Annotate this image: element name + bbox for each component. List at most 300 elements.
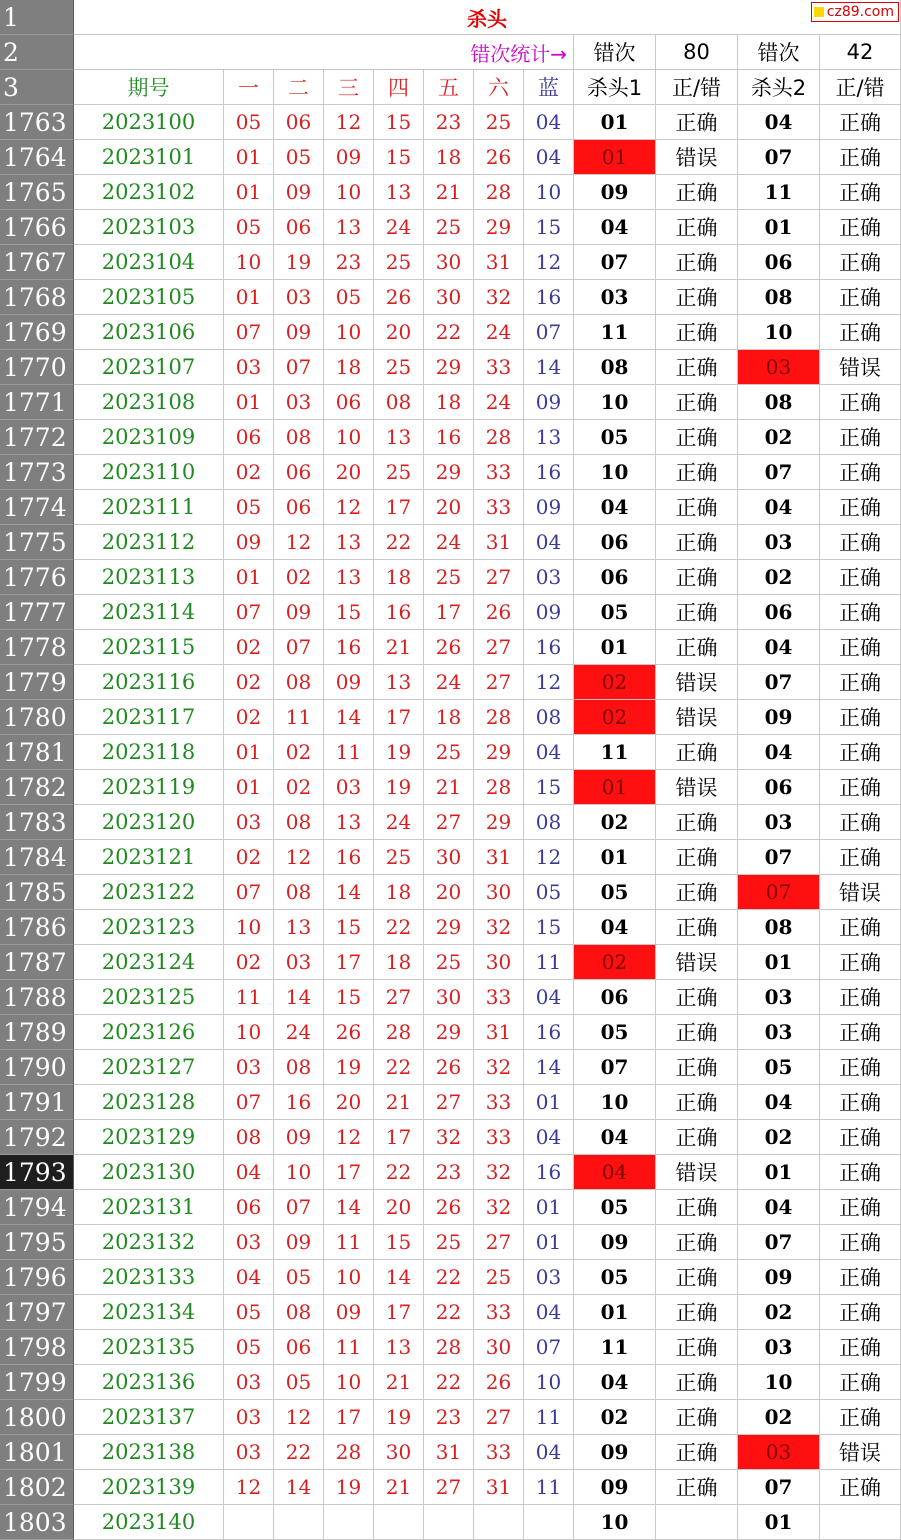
- result-1-cell[interactable]: 正确: [656, 875, 738, 910]
- red-ball-cell[interactable]: 25: [424, 945, 474, 980]
- red-ball-cell[interactable]: 09: [274, 175, 324, 210]
- blue-ball-cell[interactable]: 03: [524, 1260, 574, 1295]
- row-header[interactable]: 1773: [0, 455, 74, 490]
- row-header[interactable]: 1764: [0, 140, 74, 175]
- kill-head-2-cell[interactable]: 09: [738, 700, 820, 735]
- row-header[interactable]: 1792: [0, 1120, 74, 1155]
- kill-head-1-cell[interactable]: 01: [574, 770, 656, 805]
- kill-head-2-cell[interactable]: 04: [738, 630, 820, 665]
- column-header[interactable]: 正/错: [820, 70, 901, 105]
- result-1-cell[interactable]: 错误: [656, 770, 738, 805]
- kill-head-2-cell[interactable]: 05: [738, 1050, 820, 1085]
- blue-ball-cell[interactable]: 01: [524, 1190, 574, 1225]
- row-header[interactable]: 1777: [0, 595, 74, 630]
- red-ball-cell[interactable]: 06: [224, 1190, 274, 1225]
- result-2-cell[interactable]: 正确: [820, 1085, 901, 1120]
- blue-ball-cell[interactable]: 16: [524, 455, 574, 490]
- red-ball-cell[interactable]: 28: [474, 700, 524, 735]
- kill-head-1-cell[interactable]: 05: [574, 1190, 656, 1225]
- blue-ball-cell[interactable]: 08: [524, 805, 574, 840]
- row-header[interactable]: 1795: [0, 1225, 74, 1260]
- kill-head-1-cell[interactable]: 01: [574, 105, 656, 140]
- period-cell[interactable]: 2023108: [74, 385, 224, 420]
- result-2-cell[interactable]: 错误: [820, 875, 901, 910]
- result-1-cell[interactable]: 正确: [656, 525, 738, 560]
- row-header[interactable]: 1799: [0, 1365, 74, 1400]
- red-ball-cell[interactable]: 26: [424, 1050, 474, 1085]
- blue-ball-cell[interactable]: 12: [524, 840, 574, 875]
- row-header[interactable]: 1803: [0, 1505, 74, 1540]
- period-cell[interactable]: 2023102: [74, 175, 224, 210]
- result-1-cell[interactable]: 正确: [656, 1400, 738, 1435]
- result-1-cell[interactable]: 正确: [656, 385, 738, 420]
- blue-ball-cell[interactable]: 10: [524, 1365, 574, 1400]
- result-1-cell[interactable]: 正确: [656, 1260, 738, 1295]
- red-ball-cell[interactable]: 26: [324, 1015, 374, 1050]
- result-2-cell[interactable]: 正确: [820, 385, 901, 420]
- result-2-cell[interactable]: 正确: [820, 910, 901, 945]
- kill-head-2-cell[interactable]: 08: [738, 910, 820, 945]
- red-ball-cell[interactable]: 31: [474, 525, 524, 560]
- red-ball-cell[interactable]: 17: [374, 1295, 424, 1330]
- blue-ball-cell[interactable]: 04: [524, 140, 574, 175]
- red-ball-cell[interactable]: 28: [324, 1435, 374, 1470]
- kill-head-2-cell[interactable]: 04: [738, 735, 820, 770]
- red-ball-cell[interactable]: 24: [424, 665, 474, 700]
- result-1-cell[interactable]: 正确: [656, 560, 738, 595]
- kill-head-1-cell[interactable]: 07: [574, 245, 656, 280]
- row-header[interactable]: 1781: [0, 735, 74, 770]
- kill-head-1-cell[interactable]: 10: [574, 455, 656, 490]
- result-1-cell[interactable]: 错误: [656, 140, 738, 175]
- error-count-label-1[interactable]: 错次: [574, 35, 656, 70]
- red-ball-cell[interactable]: 33: [474, 980, 524, 1015]
- result-2-cell[interactable]: 正确: [820, 945, 901, 980]
- result-1-cell[interactable]: 正确: [656, 1225, 738, 1260]
- red-ball-cell[interactable]: 02: [274, 735, 324, 770]
- red-ball-cell[interactable]: 22: [374, 910, 424, 945]
- red-ball-cell[interactable]: 01: [224, 735, 274, 770]
- period-cell[interactable]: 2023107: [74, 350, 224, 385]
- kill-head-1-cell[interactable]: 06: [574, 980, 656, 1015]
- row-header[interactable]: 1779: [0, 665, 74, 700]
- kill-head-1-cell[interactable]: 04: [574, 490, 656, 525]
- red-ball-cell[interactable]: 33: [474, 1085, 524, 1120]
- red-ball-cell[interactable]: 08: [274, 1295, 324, 1330]
- column-header[interactable]: 蓝: [524, 70, 574, 105]
- red-ball-cell[interactable]: 16: [324, 840, 374, 875]
- red-ball-cell[interactable]: 18: [374, 945, 424, 980]
- result-2-cell[interactable]: 正确: [820, 1015, 901, 1050]
- red-ball-cell[interactable]: 26: [374, 280, 424, 315]
- red-ball-cell[interactable]: 03: [224, 350, 274, 385]
- red-ball-cell[interactable]: 21: [424, 175, 474, 210]
- result-1-cell[interactable]: 正确: [656, 420, 738, 455]
- red-ball-cell[interactable]: 21: [374, 1085, 424, 1120]
- row-header[interactable]: 1770: [0, 350, 74, 385]
- period-cell[interactable]: 2023135: [74, 1330, 224, 1365]
- red-ball-cell[interactable]: 04: [224, 1260, 274, 1295]
- kill-head-1-cell[interactable]: 02: [574, 1400, 656, 1435]
- row-header[interactable]: 1780: [0, 700, 74, 735]
- period-cell[interactable]: 2023140: [74, 1505, 224, 1540]
- blue-ball-cell[interactable]: 04: [524, 525, 574, 560]
- kill-head-2-cell[interactable]: 04: [738, 1190, 820, 1225]
- red-ball-cell[interactable]: 10: [224, 1015, 274, 1050]
- kill-head-2-cell[interactable]: 03: [738, 980, 820, 1015]
- result-2-cell[interactable]: 正确: [820, 735, 901, 770]
- row-header[interactable]: 1788: [0, 980, 74, 1015]
- kill-head-2-cell[interactable]: 10: [738, 315, 820, 350]
- red-ball-cell[interactable]: 22: [424, 315, 474, 350]
- result-2-cell[interactable]: [820, 1505, 901, 1540]
- red-ball-cell[interactable]: 13: [324, 560, 374, 595]
- row-header[interactable]: 1793: [0, 1155, 74, 1190]
- red-ball-cell[interactable]: 05: [224, 1295, 274, 1330]
- blue-ball-cell[interactable]: 09: [524, 595, 574, 630]
- row-header[interactable]: 1802: [0, 1470, 74, 1505]
- red-ball-cell[interactable]: 21: [424, 770, 474, 805]
- red-ball-cell[interactable]: 21: [374, 1365, 424, 1400]
- period-cell[interactable]: 2023109: [74, 420, 224, 455]
- red-ball-cell[interactable]: 32: [474, 1050, 524, 1085]
- red-ball-cell[interactable]: 03: [224, 1225, 274, 1260]
- red-ball-cell[interactable]: 12: [224, 1470, 274, 1505]
- kill-head-2-cell[interactable]: 02: [738, 1120, 820, 1155]
- red-ball-cell[interactable]: 22: [374, 1155, 424, 1190]
- blue-ball-cell[interactable]: 14: [524, 1050, 574, 1085]
- column-header[interactable]: 二: [274, 70, 324, 105]
- blue-ball-cell[interactable]: 12: [524, 665, 574, 700]
- period-cell[interactable]: 2023139: [74, 1470, 224, 1505]
- red-ball-cell[interactable]: 11: [324, 1330, 374, 1365]
- kill-head-1-cell[interactable]: 07: [574, 1050, 656, 1085]
- blue-ball-cell[interactable]: 13: [524, 420, 574, 455]
- error-count-label-2[interactable]: 错次: [738, 35, 820, 70]
- red-ball-cell[interactable]: 26: [424, 630, 474, 665]
- period-cell[interactable]: 2023123: [74, 910, 224, 945]
- red-ball-cell[interactable]: 25: [424, 1225, 474, 1260]
- blue-ball-cell[interactable]: 09: [524, 385, 574, 420]
- kill-head-1-cell[interactable]: 04: [574, 210, 656, 245]
- row-header[interactable]: 1778: [0, 630, 74, 665]
- kill-head-2-cell[interactable]: 06: [738, 595, 820, 630]
- red-ball-cell[interactable]: 08: [274, 875, 324, 910]
- red-ball-cell[interactable]: 02: [274, 560, 324, 595]
- period-cell[interactable]: 2023126: [74, 1015, 224, 1050]
- red-ball-cell[interactable]: 23: [424, 1400, 474, 1435]
- result-2-cell[interactable]: 正确: [820, 140, 901, 175]
- red-ball-cell[interactable]: 25: [474, 105, 524, 140]
- red-ball-cell[interactable]: 28: [474, 420, 524, 455]
- red-ball-cell[interactable]: 20: [324, 455, 374, 490]
- row-header[interactable]: 1794: [0, 1190, 74, 1225]
- red-ball-cell[interactable]: 30: [474, 945, 524, 980]
- red-ball-cell[interactable]: 05: [224, 1330, 274, 1365]
- result-1-cell[interactable]: 正确: [656, 455, 738, 490]
- kill-head-1-cell[interactable]: 10: [574, 385, 656, 420]
- red-ball-cell[interactable]: 09: [274, 1120, 324, 1155]
- kill-head-2-cell[interactable]: 01: [738, 1155, 820, 1190]
- red-ball-cell[interactable]: 30: [424, 245, 474, 280]
- red-ball-cell[interactable]: 30: [424, 840, 474, 875]
- red-ball-cell[interactable]: 33: [474, 350, 524, 385]
- blue-ball-cell[interactable]: 01: [524, 1085, 574, 1120]
- kill-head-1-cell[interactable]: 01: [574, 630, 656, 665]
- red-ball-cell[interactable]: 10: [324, 315, 374, 350]
- kill-head-1-cell[interactable]: 05: [574, 595, 656, 630]
- period-cell[interactable]: 2023133: [74, 1260, 224, 1295]
- period-cell[interactable]: 2023127: [74, 1050, 224, 1085]
- red-ball-cell[interactable]: 08: [374, 385, 424, 420]
- red-ball-cell[interactable]: 18: [324, 350, 374, 385]
- row-header[interactable]: 1768: [0, 280, 74, 315]
- red-ball-cell[interactable]: 25: [424, 210, 474, 245]
- red-ball-cell[interactable]: 07: [224, 595, 274, 630]
- red-ball-cell[interactable]: 05: [224, 105, 274, 140]
- kill-head-1-cell[interactable]: 01: [574, 1295, 656, 1330]
- result-2-cell[interactable]: 正确: [820, 1155, 901, 1190]
- red-ball-cell[interactable]: 10: [324, 175, 374, 210]
- red-ball-cell[interactable]: 30: [424, 980, 474, 1015]
- result-1-cell[interactable]: 正确: [656, 490, 738, 525]
- red-ball-cell[interactable]: 32: [474, 910, 524, 945]
- period-cell[interactable]: 2023138: [74, 1435, 224, 1470]
- result-1-cell[interactable]: 正确: [656, 1295, 738, 1330]
- red-ball-cell[interactable]: 12: [324, 490, 374, 525]
- kill-head-1-cell[interactable]: 02: [574, 700, 656, 735]
- kill-head-1-cell[interactable]: 09: [574, 1470, 656, 1505]
- red-ball-cell[interactable]: 27: [474, 560, 524, 595]
- kill-head-2-cell[interactable]: 10: [738, 1365, 820, 1400]
- red-ball-cell[interactable]: 10: [224, 245, 274, 280]
- red-ball-cell[interactable]: 02: [224, 945, 274, 980]
- result-2-cell[interactable]: 正确: [820, 1330, 901, 1365]
- row-header[interactable]: 1772: [0, 420, 74, 455]
- red-ball-cell[interactable]: 20: [374, 315, 424, 350]
- error-count-2[interactable]: 42: [820, 35, 901, 70]
- red-ball-cell[interactable]: 02: [274, 770, 324, 805]
- red-ball-cell[interactable]: 11: [324, 735, 374, 770]
- red-ball-cell[interactable]: 10: [274, 1155, 324, 1190]
- result-1-cell[interactable]: 错误: [656, 1155, 738, 1190]
- red-ball-cell[interactable]: 13: [374, 665, 424, 700]
- row-header[interactable]: 1801: [0, 1435, 74, 1470]
- red-ball-cell[interactable]: 24: [274, 1015, 324, 1050]
- result-2-cell[interactable]: 正确: [820, 1050, 901, 1085]
- period-cell[interactable]: 2023117: [74, 700, 224, 735]
- red-ball-cell[interactable]: 20: [424, 490, 474, 525]
- kill-head-2-cell[interactable]: 04: [738, 1085, 820, 1120]
- blue-ball-cell[interactable]: 16: [524, 1155, 574, 1190]
- row-header[interactable]: 1789: [0, 1015, 74, 1050]
- kill-head-1-cell[interactable]: 04: [574, 910, 656, 945]
- kill-head-2-cell[interactable]: 07: [738, 840, 820, 875]
- row-header[interactable]: 1796: [0, 1260, 74, 1295]
- blue-ball-cell[interactable]: 15: [524, 210, 574, 245]
- period-cell[interactable]: 2023112: [74, 525, 224, 560]
- period-cell[interactable]: 2023106: [74, 315, 224, 350]
- column-header[interactable]: 三: [324, 70, 374, 105]
- red-ball-cell[interactable]: 25: [374, 245, 424, 280]
- red-ball-cell[interactable]: 10: [224, 910, 274, 945]
- result-2-cell[interactable]: 正确: [820, 315, 901, 350]
- kill-head-1-cell[interactable]: 02: [574, 665, 656, 700]
- red-ball-cell[interactable]: 28: [424, 1330, 474, 1365]
- kill-head-2-cell[interactable]: 07: [738, 455, 820, 490]
- result-2-cell[interactable]: 正确: [820, 280, 901, 315]
- red-ball-cell[interactable]: 26: [474, 1365, 524, 1400]
- red-ball-cell[interactable]: 05: [274, 1260, 324, 1295]
- red-ball-cell[interactable]: 05: [324, 280, 374, 315]
- red-ball-cell[interactable]: [374, 1505, 424, 1540]
- red-ball-cell[interactable]: 07: [274, 350, 324, 385]
- red-ball-cell[interactable]: 07: [274, 1190, 324, 1225]
- red-ball-cell[interactable]: 01: [224, 140, 274, 175]
- red-ball-cell[interactable]: 31: [424, 1435, 474, 1470]
- kill-head-1-cell[interactable]: 04: [574, 1120, 656, 1155]
- kill-head-1-cell[interactable]: 03: [574, 280, 656, 315]
- blue-ball-cell[interactable]: [524, 1505, 574, 1540]
- red-ball-cell[interactable]: 02: [224, 630, 274, 665]
- column-header[interactable]: 五: [424, 70, 474, 105]
- blue-ball-cell[interactable]: 05: [524, 875, 574, 910]
- red-ball-cell[interactable]: [224, 1505, 274, 1540]
- red-ball-cell[interactable]: 28: [474, 175, 524, 210]
- blue-ball-cell[interactable]: 04: [524, 980, 574, 1015]
- kill-head-2-cell[interactable]: 08: [738, 280, 820, 315]
- red-ball-cell[interactable]: 27: [424, 1085, 474, 1120]
- red-ball-cell[interactable]: 22: [274, 1435, 324, 1470]
- blue-ball-cell[interactable]: 12: [524, 245, 574, 280]
- result-1-cell[interactable]: 正确: [656, 630, 738, 665]
- row-header[interactable]: 1786: [0, 910, 74, 945]
- red-ball-cell[interactable]: [424, 1505, 474, 1540]
- red-ball-cell[interactable]: 27: [424, 805, 474, 840]
- period-cell[interactable]: 2023121: [74, 840, 224, 875]
- row-header[interactable]: 1783: [0, 805, 74, 840]
- red-ball-cell[interactable]: 27: [474, 1400, 524, 1435]
- row-header[interactable]: 1800: [0, 1400, 74, 1435]
- result-1-cell[interactable]: 正确: [656, 980, 738, 1015]
- result-2-cell[interactable]: 正确: [820, 455, 901, 490]
- kill-head-2-cell[interactable]: 01: [738, 210, 820, 245]
- result-2-cell[interactable]: 错误: [820, 1435, 901, 1470]
- period-cell[interactable]: 2023134: [74, 1295, 224, 1330]
- period-cell[interactable]: 2023136: [74, 1365, 224, 1400]
- kill-head-2-cell[interactable]: 08: [738, 385, 820, 420]
- result-1-cell[interactable]: 正确: [656, 1120, 738, 1155]
- red-ball-cell[interactable]: 30: [424, 280, 474, 315]
- result-1-cell[interactable]: 错误: [656, 665, 738, 700]
- red-ball-cell[interactable]: 14: [324, 1190, 374, 1225]
- red-ball-cell[interactable]: [324, 1505, 374, 1540]
- red-ball-cell[interactable]: 33: [474, 1120, 524, 1155]
- result-1-cell[interactable]: 正确: [656, 1190, 738, 1225]
- red-ball-cell[interactable]: 33: [474, 490, 524, 525]
- red-ball-cell[interactable]: 32: [474, 1155, 524, 1190]
- row-header[interactable]: 1797: [0, 1295, 74, 1330]
- red-ball-cell[interactable]: 09: [224, 525, 274, 560]
- row-header[interactable]: 1784: [0, 840, 74, 875]
- red-ball-cell[interactable]: 29: [474, 210, 524, 245]
- red-ball-cell[interactable]: 12: [274, 1400, 324, 1435]
- row-header[interactable]: 1791: [0, 1085, 74, 1120]
- kill-head-1-cell[interactable]: 01: [574, 140, 656, 175]
- period-cell[interactable]: 2023120: [74, 805, 224, 840]
- result-2-cell[interactable]: 正确: [820, 490, 901, 525]
- red-ball-cell[interactable]: 20: [324, 1085, 374, 1120]
- row-header[interactable]: 1790: [0, 1050, 74, 1085]
- kill-head-1-cell[interactable]: 10: [574, 1085, 656, 1120]
- result-1-cell[interactable]: 错误: [656, 700, 738, 735]
- blue-ball-cell[interactable]: 07: [524, 315, 574, 350]
- kill-head-2-cell[interactable]: 03: [738, 1330, 820, 1365]
- blue-ball-cell[interactable]: 03: [524, 560, 574, 595]
- row-header[interactable]: 1776: [0, 560, 74, 595]
- period-cell[interactable]: 2023103: [74, 210, 224, 245]
- red-ball-cell[interactable]: 09: [274, 595, 324, 630]
- red-ball-cell[interactable]: 18: [374, 560, 424, 595]
- kill-head-2-cell[interactable]: 04: [738, 490, 820, 525]
- red-ball-cell[interactable]: 25: [424, 735, 474, 770]
- kill-head-1-cell[interactable]: 05: [574, 1015, 656, 1050]
- red-ball-cell[interactable]: 02: [224, 665, 274, 700]
- row-header[interactable]: 1766: [0, 210, 74, 245]
- red-ball-cell[interactable]: 01: [224, 385, 274, 420]
- kill-head-1-cell[interactable]: 02: [574, 945, 656, 980]
- red-ball-cell[interactable]: 15: [374, 105, 424, 140]
- kill-head-1-cell[interactable]: 09: [574, 175, 656, 210]
- blue-ball-cell[interactable]: 16: [524, 1015, 574, 1050]
- red-ball-cell[interactable]: 26: [474, 140, 524, 175]
- red-ball-cell[interactable]: 29: [474, 805, 524, 840]
- kill-head-2-cell[interactable]: 07: [738, 1225, 820, 1260]
- red-ball-cell[interactable]: 16: [424, 420, 474, 455]
- red-ball-cell[interactable]: 26: [424, 1190, 474, 1225]
- period-cell[interactable]: 2023101: [74, 140, 224, 175]
- period-cell[interactable]: 2023113: [74, 560, 224, 595]
- blue-ball-cell[interactable]: 01: [524, 1225, 574, 1260]
- kill-head-1-cell[interactable]: 11: [574, 1330, 656, 1365]
- red-ball-cell[interactable]: 20: [424, 875, 474, 910]
- result-1-cell[interactable]: 正确: [656, 350, 738, 385]
- red-ball-cell[interactable]: 32: [474, 280, 524, 315]
- blue-ball-cell[interactable]: 08: [524, 700, 574, 735]
- red-ball-cell[interactable]: 09: [274, 1225, 324, 1260]
- red-ball-cell[interactable]: 11: [274, 700, 324, 735]
- kill-head-2-cell[interactable]: 09: [738, 1260, 820, 1295]
- red-ball-cell[interactable]: 09: [324, 1295, 374, 1330]
- result-2-cell[interactable]: 正确: [820, 1190, 901, 1225]
- result-2-cell[interactable]: 正确: [820, 700, 901, 735]
- red-ball-cell[interactable]: 13: [374, 1330, 424, 1365]
- red-ball-cell[interactable]: 25: [474, 1260, 524, 1295]
- red-ball-cell[interactable]: 03: [224, 1365, 274, 1400]
- red-ball-cell[interactable]: 33: [474, 1295, 524, 1330]
- red-ball-cell[interactable]: [474, 1505, 524, 1540]
- row-header[interactable]: 1787: [0, 945, 74, 980]
- red-ball-cell[interactable]: 25: [424, 560, 474, 595]
- kill-head-2-cell[interactable]: 02: [738, 420, 820, 455]
- red-ball-cell[interactable]: 19: [324, 1050, 374, 1085]
- red-ball-cell[interactable]: 19: [374, 770, 424, 805]
- blue-ball-cell[interactable]: 04: [524, 735, 574, 770]
- row-header[interactable]: 1782: [0, 770, 74, 805]
- red-ball-cell[interactable]: 18: [374, 875, 424, 910]
- period-cell[interactable]: 2023115: [74, 630, 224, 665]
- red-ball-cell[interactable]: 04: [224, 1155, 274, 1190]
